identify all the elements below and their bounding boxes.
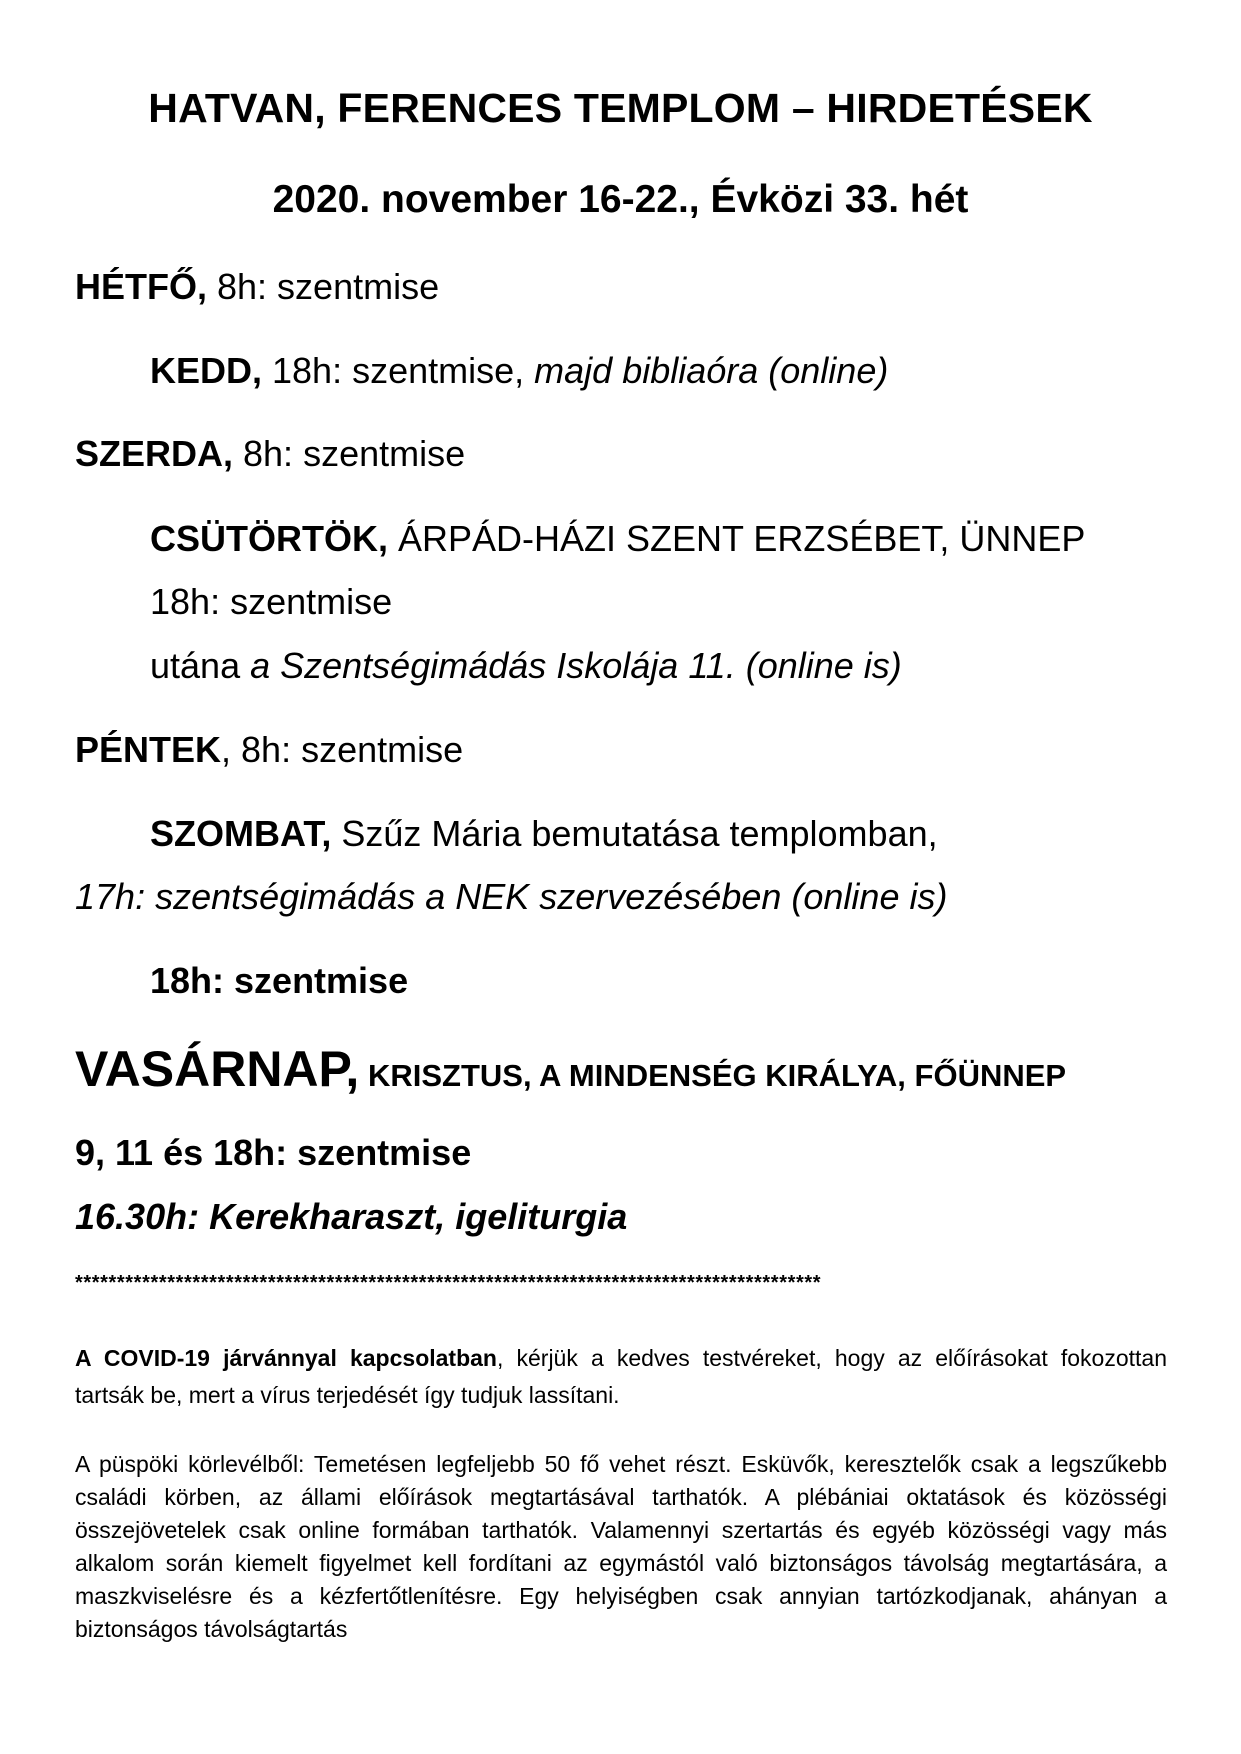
friday-line [75,729,463,771]
monday-line [75,266,439,308]
thursday-after-line [150,645,902,687]
sunday-day: VASÁRNAP, [75,1041,360,1097]
thursday-feast: ÁRPÁD-HÁZI SZENT ERZSÉBET, ÜNNEP [388,518,1086,559]
covid-bold: A COVID-19 járvánnyal kapcsolatban [75,1345,497,1371]
separator-stars: ***************************************************************************************** [75,1272,822,1294]
sunday-liturgy-line: 16.30h: Kerekharaszt, igeliturgia [75,1196,628,1237]
monday-day: HÉTFŐ, [75,266,207,307]
friday-day: PÉNTEK [75,729,222,770]
sunday-line [75,1040,1066,1098]
saturday-adoration-line [75,876,947,918]
thursday-line [150,518,1085,560]
sunday-feast: KRISZTUS, A MINDENSÉG KIRÁLYA, FŐÜNNEP [359,1058,1067,1093]
tuesday-line [150,350,888,392]
monday-text: 8h: szentmise [207,266,440,307]
saturday-adoration: 17h: szentségimádás a NEK szervezésében (online is) [75,876,948,917]
thursday-mass-line: 18h: szentmise [150,581,393,622]
saturday-day: SZOMBAT, [150,813,332,854]
bishop-letter-paragraph: A püspöki körlevélből: Temetésen legfeljebb 50 fő vehet részt. Esküvők, keresztelők csak a legszűkebb családi körben, az állami előírások megtartásával tarthatók. A plébániai oktatások és közösségi összejövetelek csak online formában tarthatók. Valamennyi szertartás és egyéb közösségi vagy más alkalom során kiemelt figyelmet kell fordítani az egymástól való biztonságos távolság megtartására, a maszkviselésre és a kézfertőtlenítésre. Egy helyiségben csak annyian tartózkodjanak, ahányan a biztonságos távolságtartás [75,1451,1167,1642]
wednesday-day: SZERDA, [75,433,234,474]
thursday-day: CSÜTÖRTÖK, [150,518,388,559]
wednesday-text: 8h: szentmise [233,433,466,474]
thursday-after-italic: a Szentségimádás Iskolája 11. (online is) [250,645,902,686]
tuesday-text: 18h: szentmise, [262,350,535,391]
covid-text: , kérjük a kedves testvéreket, hogy az előírásokat fokozottan tartsák be, mert a vírus terjedését így tudjuk lassítani. [75,1345,1168,1408]
wednesday-line [75,433,465,475]
saturday-text: Szűz Mária bemutatása templomban, [331,813,938,854]
covid-paragraph [75,1340,1167,1414]
page-title: HATVAN, FERENCES TEMPLOM – HIRDETÉSEK [148,85,1093,131]
saturday-mass-line: 18h: szentmise [150,960,409,1001]
thursday-after-prefix: utána [150,645,251,686]
saturday-line [150,813,938,855]
tuesday-italic: majd bibliaóra (online) [534,350,889,391]
tuesday-day: KEDD, [150,350,263,391]
week-subtitle: 2020. november 16-22., Évközi 33. hét [272,178,969,221]
sunday-masses-line: 9, 11 és 18h: szentmise [75,1132,472,1173]
friday-text: , 8h: szentmise [221,729,464,770]
